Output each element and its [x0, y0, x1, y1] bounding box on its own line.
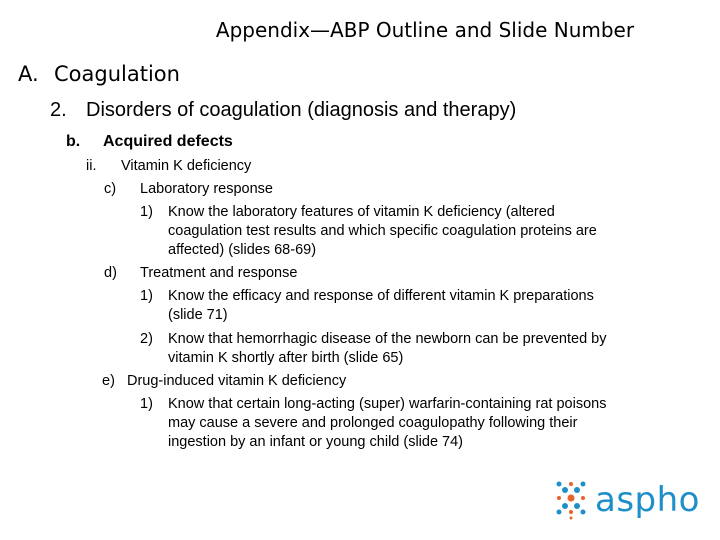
outline-subsection-2: [50, 99, 516, 122]
text-line: coagulation test results and which specific coagulation proteins are: [168, 223, 597, 239]
item-d1-text: [168, 287, 594, 325]
item-b-number: b.: [66, 133, 81, 150]
outline-section-a: [18, 62, 180, 86]
dots-mark-icon: [555, 480, 591, 520]
text-line: Know that hemorrhagic disease of the newborn can be prevented by: [168, 331, 607, 347]
subsection-number: 2.: [50, 99, 67, 121]
item-d2-number: 2): [140, 331, 153, 347]
item-e1-number: 1): [140, 396, 153, 412]
section-number: A.: [18, 62, 39, 86]
subsection-label: Disorders of coagulation (diagnosis and therapy): [86, 99, 517, 121]
item-e1-text: [168, 395, 606, 452]
item-e-number: e): [102, 373, 115, 389]
item-c-label: Laboratory response: [140, 181, 273, 197]
item-ii-label: Vitamin K deficiency: [121, 158, 252, 174]
text-line: may cause a severe and prolonged coagulopathy following their: [168, 415, 578, 431]
text-line: (slide 71): [168, 307, 228, 323]
item-c1-text: [168, 203, 597, 260]
item-c1-number: 1): [140, 204, 153, 220]
item-d1-number: 1): [140, 288, 153, 304]
text-line: Know that certain long-acting (super) warfarin-containing rat poisons: [168, 396, 607, 412]
item-ii-number: ii.: [86, 158, 97, 174]
item-e-label: Drug-induced vitamin K deficiency: [127, 373, 347, 389]
section-label: Coagulation: [54, 62, 180, 86]
text-line: Know the efficacy and response of different vitamin K preparations: [168, 288, 594, 304]
item-d-number: d): [104, 265, 117, 281]
slide-title: Appendix—ABP Outline and Slide Number: [215, 18, 635, 42]
item-b-label: Acquired defects: [103, 133, 233, 150]
logo-wordmark: aspho: [595, 480, 700, 520]
outline-item-b: [66, 133, 233, 151]
item-d-label: Treatment and response: [140, 265, 298, 281]
text-line: affected) (slides 68-69): [168, 242, 317, 258]
item-c-number: c): [104, 181, 117, 197]
item-d2-text: [168, 330, 607, 368]
text-line: ingestion by an infant or young child (slide 74): [168, 434, 464, 450]
text-line: vitamin K shortly after birth (slide 65): [168, 350, 404, 366]
text-line: Know the laboratory features of vitamin K deficiency (altered: [168, 204, 555, 220]
